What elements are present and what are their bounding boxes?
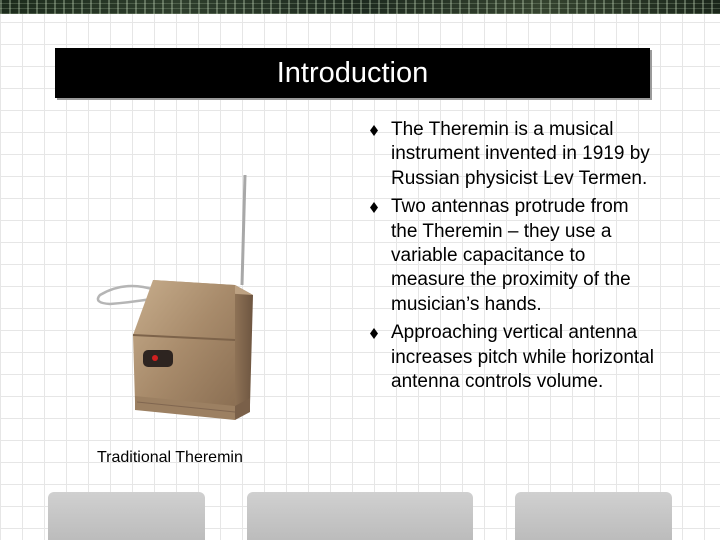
- diamond-bullet-icon: [370, 125, 378, 136]
- footer-tab-center: [247, 492, 473, 540]
- diamond-bullet-icon: [370, 328, 378, 339]
- image-caption: Traditional Theremin: [97, 449, 243, 466]
- bullet-item: [370, 321, 660, 394]
- bullet-item: [370, 195, 660, 317]
- theremin-image: [85, 170, 265, 440]
- footer-tab-right: [515, 492, 672, 540]
- footer-tab-left: [48, 492, 205, 540]
- circuit-pattern: [0, 0, 720, 14]
- bullet-text: Two antennas protrude from the Theremin – they use a variable capacitance to measure the proximity of the musician’s hands.: [391, 196, 631, 315]
- diamond-bullet-icon: [370, 202, 378, 213]
- bullet-list: [370, 118, 660, 398]
- decorative-header-strip: [0, 0, 720, 14]
- title-bar: [55, 48, 650, 98]
- slide-title: Introduction: [276, 56, 429, 89]
- bullet-text: Approaching vertical antenna increases pitch while horizontal antenna controls volume.: [391, 322, 654, 393]
- bullet-item: [370, 118, 660, 191]
- bullet-text: The Theremin is a musical instrument invented in 1919 by Russian physicist Lev Termen.: [391, 119, 650, 189]
